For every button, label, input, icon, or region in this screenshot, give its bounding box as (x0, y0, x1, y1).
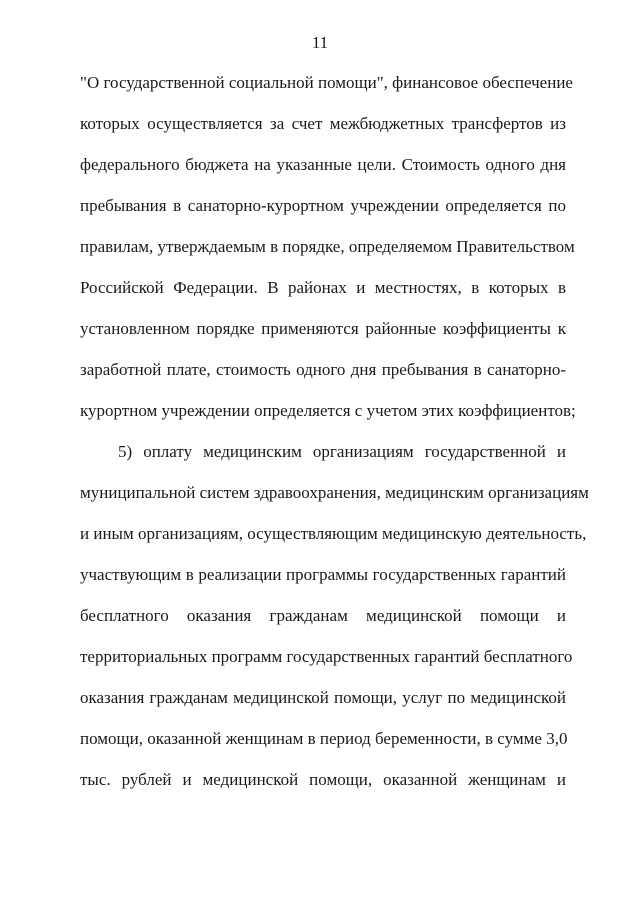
text-line: "О государственной социальной помощи", финансовое обеспечение (80, 73, 573, 92)
text-line: участвующим в реализации программы государственных гарантий (80, 565, 566, 584)
text-line: заработной плате, стоимость одного дня пребывания в санаторно- (80, 360, 566, 379)
text-line: которых осуществляется за счет межбюджетных трансфертов из (80, 114, 566, 133)
text-line: помощи, оказанной женщинам в период беременности, в сумме 3,0 (80, 729, 568, 748)
text-line: и иным организациям, осуществляющим медицинскую деятельность, (80, 524, 587, 543)
text-line: пребывания в санаторно-курортном учреждении определяется по (80, 196, 566, 215)
paragraph-first-line: 5) оплату медицинским организациям государственной и (118, 442, 566, 461)
text-line: муниципальной систем здравоохранения, медицинским организациям (80, 483, 589, 502)
text-line: бесплатного оказания гражданам медицинской помощи и (80, 606, 566, 625)
text-line: правилам, утверждаемым в порядке, определяемом Правительством (80, 237, 575, 256)
text-line: федерального бюджета на указанные цели. Стоимость одного дня (80, 155, 566, 174)
text-line: территориальных программ государственных гарантий бесплатного (80, 647, 573, 666)
text-line: курортном учреждении определяется с учетом этих коэффициентов; (80, 401, 576, 420)
page-number: 11 (311, 33, 329, 52)
text-line: тыс. рублей и медицинской помощи, оказанной женщинам и (80, 770, 566, 789)
text-line: Российской Федерации. В районах и местностях, в которых в (80, 278, 566, 297)
text-line: оказания гражданам медицинской помощи, услуг по медицинской (80, 688, 566, 707)
text-line: установленном порядке применяются районные коэффициенты к (80, 319, 566, 338)
